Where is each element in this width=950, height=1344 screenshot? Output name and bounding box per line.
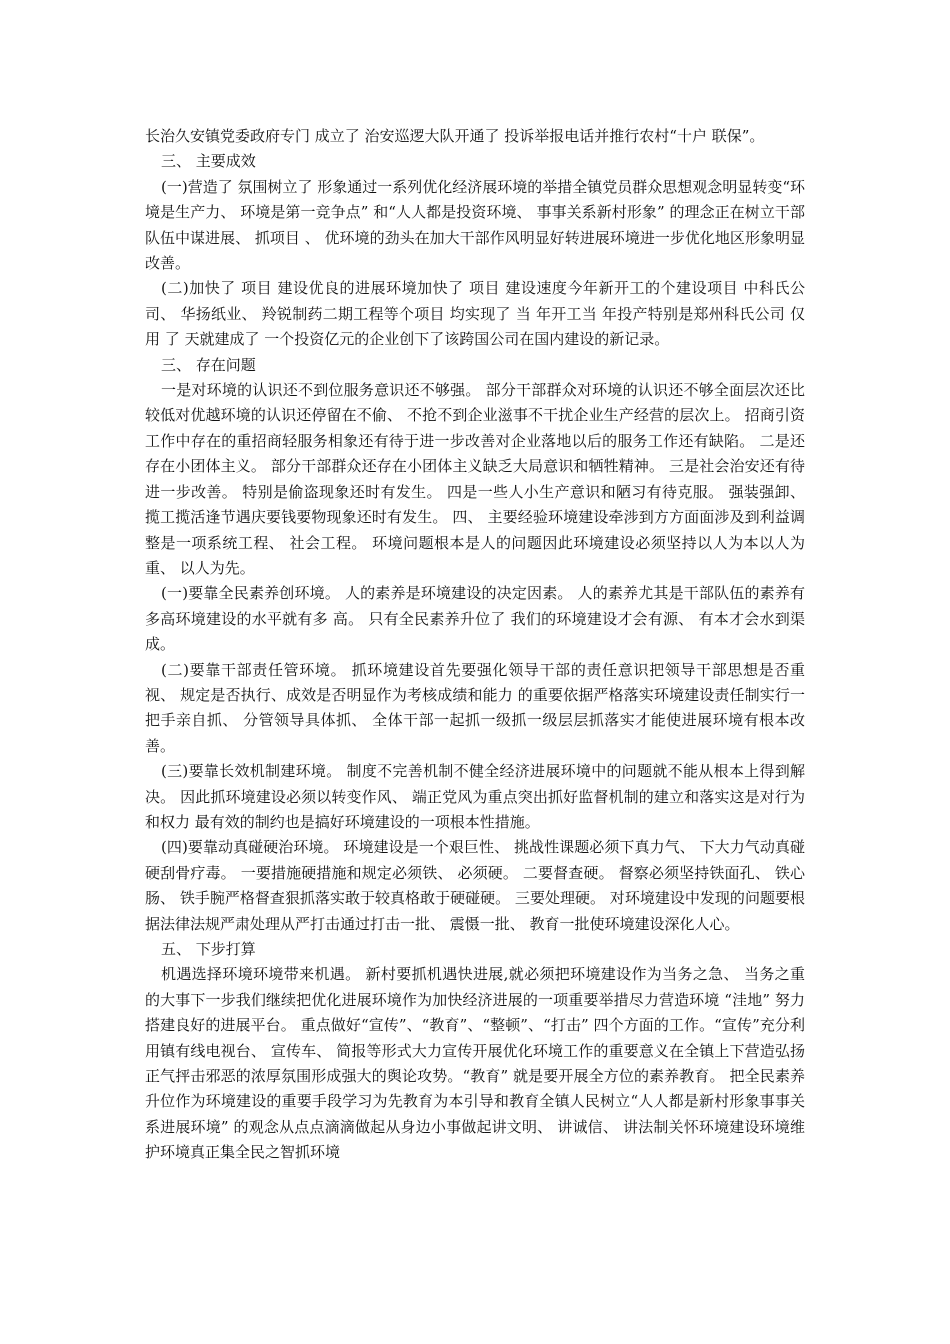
section-heading-main-results: 三、 主要成效: [161, 152, 256, 171]
paragraph-problems: 一是对环境的认识还不到位服务意识还不够强。 部分干部群众对环境的认识还不够全面层次还比较低对优越环境的认识还停留在不偷、 不抢不到企业滋事不干扰企业生产经营的层次上。 招商引资工作中存在的重招商轻服务相象还有待于进一步改善对企业落地以后的服务工作还有缺陷。 二是还存在小团体主义。 部分干部群众还存在小团体主义缺乏大局意识和牺牲精神。 三是社会治安还有待进一步改善。 特别是偷盗现象还时有发生。 四是一些人小生产意识和陋习有待克服。 强装强卸、 揽工揽活逢节遇庆要钱要物现象还时有发生。 四、 主要经验环境建设牵涉到方方面面涉及到利益调整是一项系统工程、 社会工程。 环境问题根本是人的问题因此环境建设必须坚持以人为本以人为重、 以人为先。: [145, 381, 805, 577]
document-page: [145, 124, 805, 1166]
section-heading-problems: 三、 存在问题: [161, 355, 256, 374]
section-heading-next-steps: 五、 下步打算: [161, 940, 256, 958]
paragraph-results-2: (二)加快了 项目 建设优良的进展环境加快了 项目 建设速度今年新开工的个建设项目 中科氏公司、 华扬纸业、 羚锐制药二期工程等个项目 均实现了 当 年开工当 年投产特别是郑州科氏公司 仅用 了 天就建成了 一个投资亿元的企业创下了该跨国公司在国内建设的新记录。: [145, 279, 805, 349]
paragraph-intro-continuation: 长治久安镇党委政府专门 成立了 治安巡逻大队开通了 投诉举报电话并推行农村“十户 联保”。: [145, 127, 765, 145]
paragraph-next-steps: 机遇选择环境环境带来机遇。 新村要抓机遇快进展,就必须把环境建设作为当务之急、 当务之重的大事下一步我们继续把优化进展环境作为加快经济进展的一项重要举措尽力营造环境 “洼地” 努力搭建良好的进展平台。 重点做好“宣传”、“教育”、“整顿”、“打击” 四个方面的工作。“宣传”充分利用镇有线电视台、 宣传车、 简报等形式大力宣传开展优化环境工作的重要意义在全镇上下营造弘扬正气抨击邪恶的浓厚氛围形成强大的舆论攻势。“教育” 就是要开展全方位的素养教育。 把全民素养升位作为环境建设的重要手段学习为先教育为本引导和教育全镇人民树立“人人都是新村形象事事关系进展环境” 的观念从点点滴滴做起从身边小事做起讲文明、 讲诚信、 讲法制关怀环境建设环境维护环境真正集全民之智抓环境: [145, 965, 805, 1162]
paragraph-experience-2: (二)要靠干部责任管环境。 抓环境建设首先要强化领导干部的责任意识把领导干部思想是否重视、 规定是否执行、成效是否明显作为考核成绩和能力 的重要依据严格落实环境建设责任制实行一把手亲自抓、 分管领导具体抓、 全体干部一起抓一级抓一级层层抓落实才能使进展环境有根本改善。: [145, 660, 805, 755]
paragraph-experience-1: (一)要靠全民素养创环境。 人的素养是环境建设的决定因素。 人的素养尤其是干部队伍的素养有多高环境建设的水平就有多 高。 只有全民素养升位了 我们的环境建设才会有源、 有本才会水到渠成。: [145, 584, 805, 654]
paragraph-experience-4: (四)要靠动真碰硬治环境。 环境建设是一个艰巨性、 挑战性课题必须下真力气、 下大力气动真碰硬刮骨疗毒。 一要措施硬措施和规定必须铁、 必须硬。 二要督查硬。 督察必须坚持铁面孔、 铁心肠、 铁手腕严格督查狠抓落实敢于较真格敢于硬碰硬。 三要处理硬。 对环境建设中发现的问题要根据法律法规严肃处理从严打击通过打击一批、 震慑一批、 教育一批使环境建设深化人心。: [145, 838, 805, 933]
paragraph-results-1: (一)营造了 氛围树立了 形象通过一系列优化经济展环境的举措全镇党员群众思想观念明显转变“环境是生产力、 环境是第一竞争点” 和“人人都是投资环境、 事事关系新村形象” 的理念正在树立干部队伍中谋进展、 抓项目 、 优环境的劲头在加大干部作风明显好转进展环境进一步优化地区形象明显改善。: [145, 177, 805, 273]
paragraph-experience-3: (三)要靠长效机制建环境。 制度不完善机制不健全经济进展环境中的问题就不能从根本上得到解决。 因此抓环境建设必须以转变作风、 端正党风为重点突出抓好监督机制的建立和落实这是对行为和权力 最有效的制约也是搞好环境建设的一项根本性措施。: [145, 762, 805, 831]
